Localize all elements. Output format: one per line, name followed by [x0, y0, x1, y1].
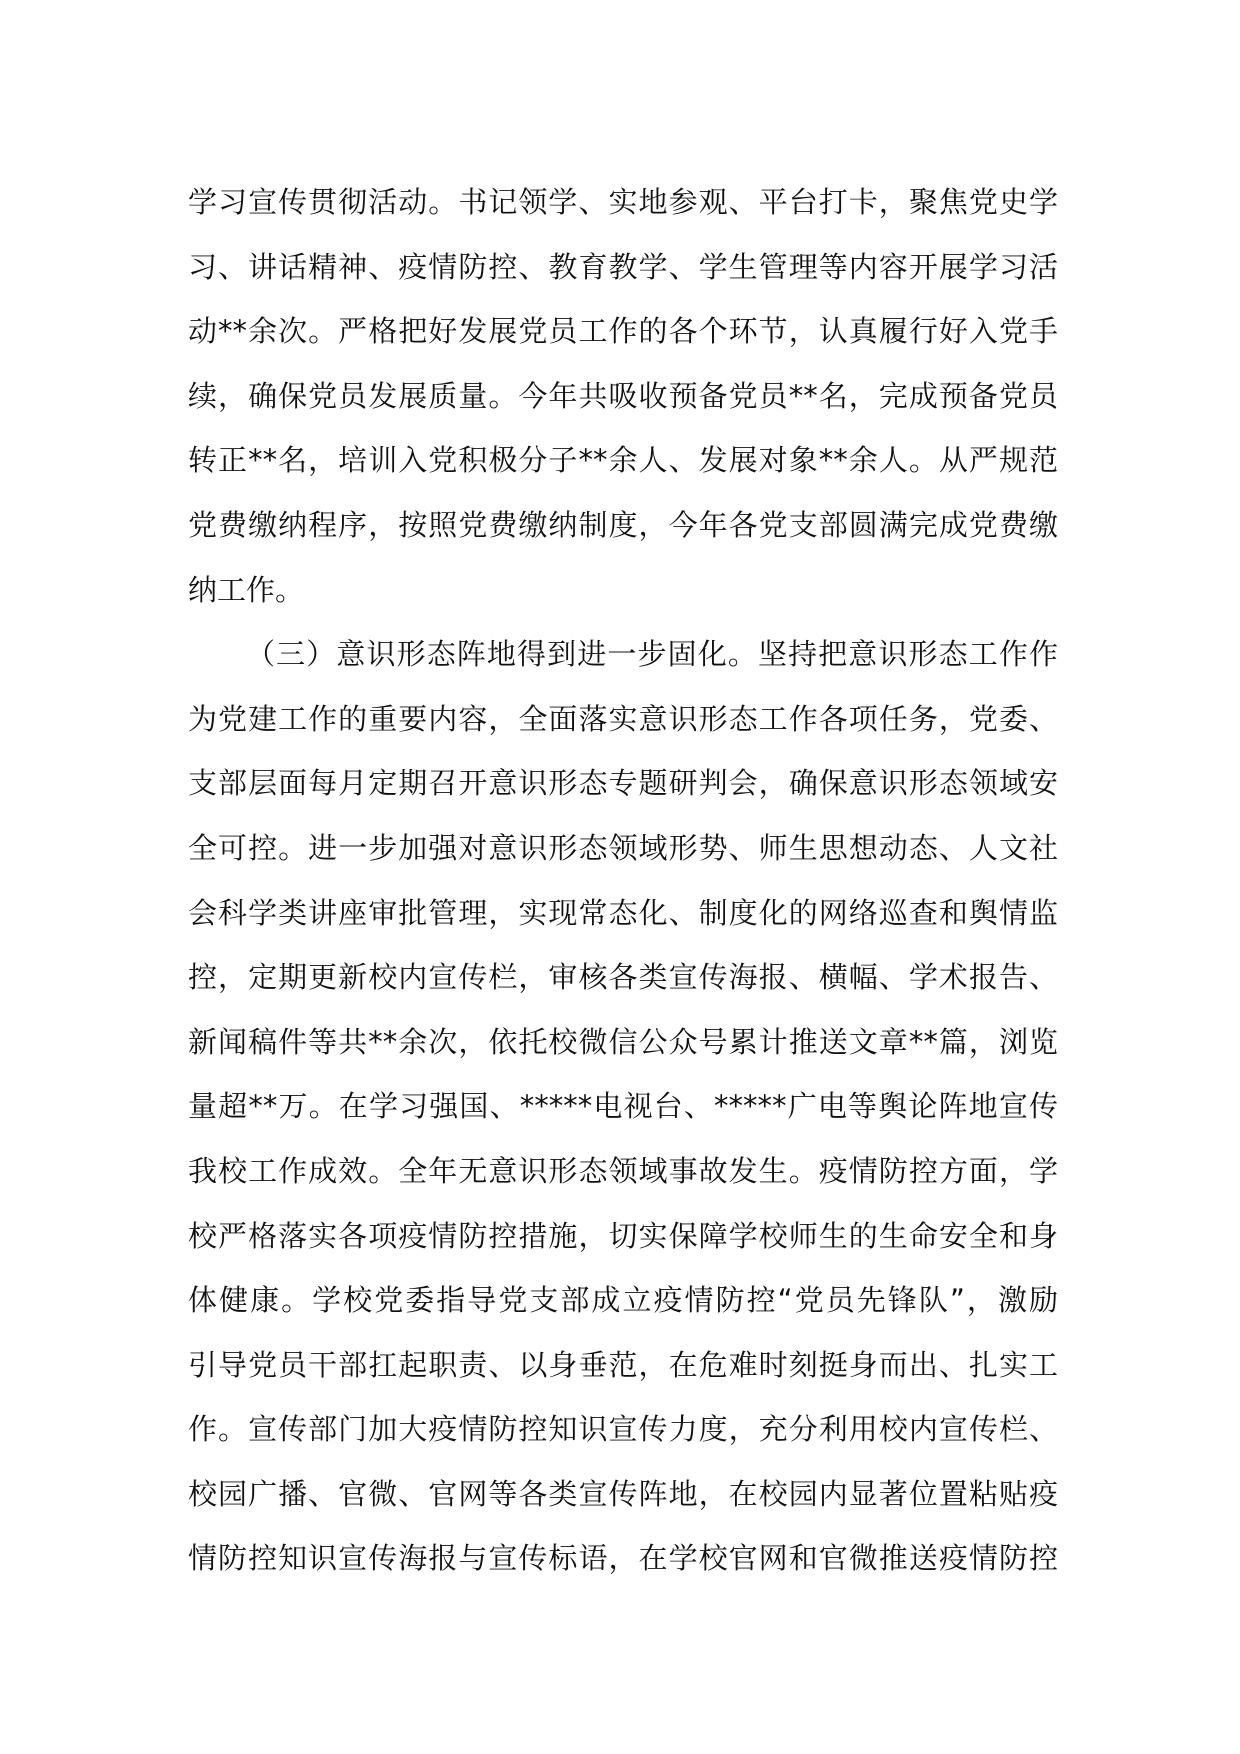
text-line: 引导党员干部扛起职责、以身垂范，在危难时刻挺身而出、扎实工	[188, 1347, 1058, 1382]
text-line: 体健康。学校党委指导党支部成立疫情防控“党员先锋队”，激励	[188, 1283, 1058, 1318]
text-line: 控，定期更新校内宣传栏，审核各类宣传海报、横幅、学术报告、	[188, 960, 1058, 995]
text-line: 学习宣传贯彻活动。书记领学、实地参观、平台打卡，聚焦党史学	[188, 185, 1058, 219]
text-line: 转正**名，培训入党积极分子**余人、发展对象**余人。从严规范	[188, 443, 1058, 478]
text-line: 校园广播、官微、官网等各类宣传阵地，在校园内显著位置粘贴疫	[188, 1476, 1058, 1511]
body-text	[188, 170, 1058, 1591]
text-line: 纳工作。	[188, 572, 305, 607]
text-line: 校严格落实各项疫情防控措施，切实保障学校师生的生命安全和身	[188, 1218, 1058, 1253]
text-line: 支部层面每月定期召开意识形态专题研判会，确保意识形态领域安	[188, 766, 1058, 801]
text-line: 新闻稿件等共**余次，依托校微信公众号累计推送文章**篇，浏览	[188, 1024, 1058, 1059]
text-line: 情防控知识宣传海报与宣传标语，在学校官网和官微推送疫情防控	[188, 1541, 1058, 1576]
text-line: 量超**万。在学习强国、*****电视台、*****广电等舆论阵地宣传	[188, 1089, 1058, 1124]
text-line: 动**余次。严格把好发展党员工作的各个环节，认真履行好入党手	[188, 314, 1058, 349]
text-line: 党费缴纳程序，按照党费缴纳制度，今年各党支部圆满完成党费缴	[188, 507, 1058, 542]
text-line: 为党建工作的重要内容，全面落实意识形态工作各项任务，党委、	[188, 701, 1058, 736]
text-line: 习、讲话精神、疫情防控、教育教学、学生管理等内容开展学习活	[188, 249, 1058, 284]
text-line: 作。宣传部门加大疫情防控知识宣传力度，充分利用校内宣传栏、	[188, 1412, 1058, 1447]
text-line: 我校工作成效。全年无意识形态领域事故发生。疫情防控方面，学	[188, 1153, 1058, 1188]
text-line: 续，确保党员发展质量。今年共吸收预备党员**名，完成预备党员	[188, 378, 1058, 413]
text-line: 全可控。进一步加强对意识形态领域形势、师生思想动态、人文社	[188, 830, 1058, 865]
section-heading-line: （三）意识形态阵地得到进一步固化。坚持把意识形态工作作	[246, 637, 1058, 672]
text-line: 会科学类讲座审批管理，实现常态化、制度化的网络巡查和舆情监	[188, 895, 1058, 930]
